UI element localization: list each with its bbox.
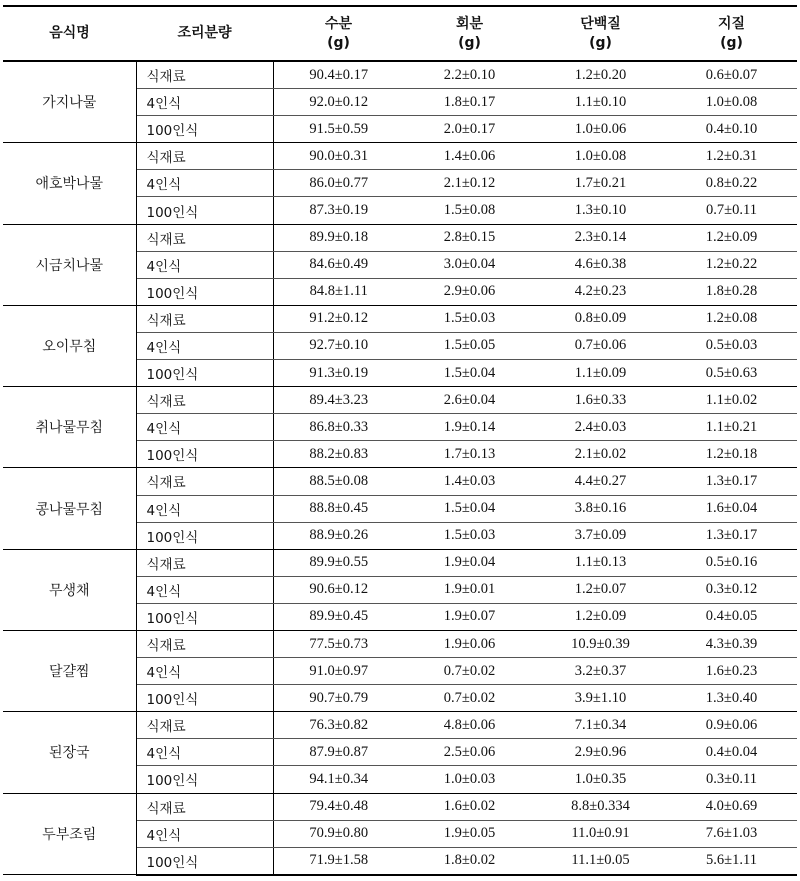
table-row <box>3 468 797 495</box>
protein-cell: 3.2±0.37 <box>535 658 666 685</box>
lipid-cell: 1.1±0.02 <box>666 387 797 414</box>
header-cooking-amount <box>136 6 273 61</box>
moisture-cell: 86.8±0.33 <box>273 414 404 441</box>
moisture-cell: 88.5±0.08 <box>273 468 404 495</box>
protein-cell: 3.8±0.16 <box>535 495 666 522</box>
ash-cell: 2.2±0.10 <box>404 61 535 89</box>
ash-cell: 1.0±0.03 <box>404 766 535 793</box>
ash-cell: 1.9±0.05 <box>404 820 535 847</box>
lipid-cell: 1.8±0.28 <box>666 278 797 305</box>
ash-cell: 2.5±0.06 <box>404 739 535 766</box>
moisture-cell: 92.0±0.12 <box>273 89 404 116</box>
moisture-cell: 90.7±0.79 <box>273 685 404 712</box>
lipid-cell: 1.2±0.08 <box>666 305 797 332</box>
ash-cell: 1.5±0.05 <box>404 332 535 359</box>
cooking-amount-cell: 4인식 <box>136 576 273 603</box>
header-label: 음식명 <box>49 25 90 41</box>
protein-cell: 2.9±0.96 <box>535 739 666 766</box>
cooking-amount-cell: 식재료 <box>136 712 273 739</box>
cooking-amount-cell: 식재료 <box>136 793 273 820</box>
lipid-cell: 0.3±0.11 <box>666 766 797 793</box>
table-body <box>3 61 797 875</box>
lipid-cell: 1.0±0.08 <box>666 89 797 116</box>
protein-cell: 3.9±1.10 <box>535 685 666 712</box>
header-row <box>3 6 797 61</box>
lipid-cell: 4.0±0.69 <box>666 793 797 820</box>
ash-cell: 1.6±0.02 <box>404 793 535 820</box>
moisture-cell: 89.9±0.18 <box>273 224 404 251</box>
cooking-amount-cell: 식재료 <box>136 549 273 576</box>
food-name-cell: 애호박나물 <box>3 143 136 224</box>
protein-cell: 2.1±0.02 <box>535 441 666 468</box>
lipid-cell: 0.5±0.16 <box>666 549 797 576</box>
moisture-cell: 94.1±0.34 <box>273 766 404 793</box>
lipid-cell: 4.3±0.39 <box>666 630 797 657</box>
food-name-cell: 콩나물무침 <box>3 468 136 549</box>
table-row <box>3 712 797 739</box>
header-lipid <box>666 6 797 61</box>
header-label: 지질 <box>717 15 746 32</box>
ash-cell: 2.8±0.15 <box>404 224 535 251</box>
ash-cell: 2.6±0.04 <box>404 387 535 414</box>
protein-cell: 11.0±0.91 <box>535 820 666 847</box>
lipid-cell: 1.3±0.40 <box>666 685 797 712</box>
protein-cell: 1.1±0.09 <box>535 360 666 387</box>
lipid-cell: 1.2±0.31 <box>666 143 797 170</box>
moisture-cell: 88.9±0.26 <box>273 522 404 549</box>
ash-cell: 1.5±0.03 <box>404 305 535 332</box>
ash-cell: 1.9±0.14 <box>404 414 535 441</box>
protein-cell: 1.0±0.35 <box>535 766 666 793</box>
table-row <box>3 793 797 820</box>
table-row <box>3 224 797 251</box>
ash-cell: 3.0±0.04 <box>404 251 535 278</box>
cooking-amount-cell: 100인식 <box>136 522 273 549</box>
lipid-cell: 0.5±0.63 <box>666 360 797 387</box>
food-name-cell: 오이무침 <box>3 305 136 386</box>
cooking-amount-cell: 100인식 <box>136 603 273 630</box>
moisture-cell: 88.8±0.45 <box>273 495 404 522</box>
ash-cell: 1.9±0.04 <box>404 549 535 576</box>
lipid-cell: 7.6±1.03 <box>666 820 797 847</box>
cooking-amount-cell: 100인식 <box>136 278 273 305</box>
cooking-amount-cell: 100인식 <box>136 685 273 712</box>
lipid-cell: 0.5±0.03 <box>666 332 797 359</box>
protein-cell: 1.2±0.07 <box>535 576 666 603</box>
ash-cell: 2.1±0.12 <box>404 170 535 197</box>
cooking-amount-cell: 100인식 <box>136 441 273 468</box>
lipid-cell: 0.4±0.04 <box>666 739 797 766</box>
lipid-cell: 1.2±0.18 <box>666 441 797 468</box>
table-row <box>3 387 797 414</box>
lipid-cell: 1.6±0.04 <box>666 495 797 522</box>
lipid-cell: 0.9±0.06 <box>666 712 797 739</box>
moisture-cell: 71.9±1.58 <box>273 847 404 875</box>
lipid-cell: 1.2±0.09 <box>666 224 797 251</box>
protein-cell: 2.3±0.14 <box>535 224 666 251</box>
cooking-amount-cell: 100인식 <box>136 766 273 793</box>
cooking-amount-cell: 100인식 <box>136 360 273 387</box>
header-food-name <box>3 6 136 61</box>
ash-cell: 1.7±0.13 <box>404 441 535 468</box>
moisture-cell: 77.5±0.73 <box>273 630 404 657</box>
cooking-amount-cell: 100인식 <box>136 197 273 224</box>
lipid-cell: 1.3±0.17 <box>666 522 797 549</box>
moisture-cell: 89.9±0.45 <box>273 603 404 630</box>
food-name-cell: 무생채 <box>3 549 136 630</box>
lipid-cell: 0.8±0.22 <box>666 170 797 197</box>
food-name-cell: 달걀찜 <box>3 630 136 711</box>
protein-cell: 3.7±0.09 <box>535 522 666 549</box>
protein-cell: 0.8±0.09 <box>535 305 666 332</box>
food-name-cell: 된장국 <box>3 712 136 793</box>
food-name-cell: 취나물무침 <box>3 387 136 468</box>
ash-cell: 4.8±0.06 <box>404 712 535 739</box>
ash-cell: 1.5±0.03 <box>404 522 535 549</box>
ash-cell: 0.7±0.02 <box>404 658 535 685</box>
food-name-cell: 가지나물 <box>3 61 136 143</box>
cooking-amount-cell: 4인식 <box>136 739 273 766</box>
protein-cell: 2.4±0.03 <box>535 414 666 441</box>
lipid-cell: 1.6±0.23 <box>666 658 797 685</box>
ash-cell: 1.5±0.04 <box>404 360 535 387</box>
ash-cell: 1.4±0.06 <box>404 143 535 170</box>
cooking-amount-cell: 4인식 <box>136 414 273 441</box>
header-label: 단백질 <box>580 15 621 32</box>
protein-cell: 1.2±0.20 <box>535 61 666 89</box>
ash-cell: 1.5±0.04 <box>404 495 535 522</box>
protein-cell: 4.4±0.27 <box>535 468 666 495</box>
cooking-amount-cell: 식재료 <box>136 387 273 414</box>
protein-cell: 0.7±0.06 <box>535 332 666 359</box>
header-label: 회분 <box>455 15 484 32</box>
cooking-amount-cell: 4인식 <box>136 820 273 847</box>
moisture-cell: 91.0±0.97 <box>273 658 404 685</box>
protein-cell: 1.6±0.33 <box>535 387 666 414</box>
header-unit: (g) <box>589 34 612 51</box>
lipid-cell: 1.1±0.21 <box>666 414 797 441</box>
table-row <box>3 143 797 170</box>
lipid-cell: 0.7±0.11 <box>666 197 797 224</box>
cooking-amount-cell: 4인식 <box>136 332 273 359</box>
cooking-amount-cell: 식재료 <box>136 143 273 170</box>
protein-cell: 1.1±0.10 <box>535 89 666 116</box>
header-ash <box>404 6 535 61</box>
header-moisture <box>273 6 404 61</box>
cooking-amount-cell: 식재료 <box>136 305 273 332</box>
header-unit: (g) <box>327 34 350 51</box>
protein-cell: 1.2±0.09 <box>535 603 666 630</box>
header-unit: (g) <box>458 34 481 51</box>
cooking-amount-cell: 식재료 <box>136 630 273 657</box>
moisture-cell: 91.3±0.19 <box>273 360 404 387</box>
moisture-cell: 84.6±0.49 <box>273 251 404 278</box>
cooking-amount-cell: 4인식 <box>136 251 273 278</box>
cooking-amount-cell: 100인식 <box>136 847 273 875</box>
moisture-cell: 79.4±0.48 <box>273 793 404 820</box>
cooking-amount-cell: 식재료 <box>136 468 273 495</box>
header-label: 조리분량 <box>177 25 232 41</box>
food-name-cell: 시금치나물 <box>3 224 136 305</box>
lipid-cell: 1.3±0.17 <box>666 468 797 495</box>
ash-cell: 2.0±0.17 <box>404 116 535 143</box>
lipid-cell: 0.4±0.10 <box>666 116 797 143</box>
ash-cell: 1.9±0.06 <box>404 630 535 657</box>
protein-cell: 4.2±0.23 <box>535 278 666 305</box>
protein-cell: 1.1±0.13 <box>535 549 666 576</box>
protein-cell: 1.3±0.10 <box>535 197 666 224</box>
moisture-cell: 90.6±0.12 <box>273 576 404 603</box>
protein-cell: 11.1±0.05 <box>535 847 666 875</box>
table-header <box>3 6 797 61</box>
header-label: 수분 <box>324 15 353 32</box>
ash-cell: 2.9±0.06 <box>404 278 535 305</box>
protein-cell: 4.6±0.38 <box>535 251 666 278</box>
protein-cell: 1.0±0.06 <box>535 116 666 143</box>
moisture-cell: 90.4±0.17 <box>273 61 404 89</box>
nutrition-table <box>3 5 797 876</box>
ash-cell: 0.7±0.02 <box>404 685 535 712</box>
moisture-cell: 70.9±0.80 <box>273 820 404 847</box>
moisture-cell: 91.2±0.12 <box>273 305 404 332</box>
protein-cell: 7.1±0.34 <box>535 712 666 739</box>
table-row <box>3 630 797 657</box>
moisture-cell: 87.9±0.87 <box>273 739 404 766</box>
protein-cell: 10.9±0.39 <box>535 630 666 657</box>
header-unit: (g) <box>720 34 743 51</box>
lipid-cell: 0.6±0.07 <box>666 61 797 89</box>
ash-cell: 1.8±0.02 <box>404 847 535 875</box>
protein-cell: 8.8±0.334 <box>535 793 666 820</box>
moisture-cell: 91.5±0.59 <box>273 116 404 143</box>
cooking-amount-cell: 4인식 <box>136 170 273 197</box>
moisture-cell: 87.3±0.19 <box>273 197 404 224</box>
lipid-cell: 0.3±0.12 <box>666 576 797 603</box>
protein-cell: 1.0±0.08 <box>535 143 666 170</box>
lipid-cell: 5.6±1.11 <box>666 847 797 875</box>
table-row <box>3 305 797 332</box>
protein-cell: 1.7±0.21 <box>535 170 666 197</box>
moisture-cell: 90.0±0.31 <box>273 143 404 170</box>
food-name-cell: 두부조림 <box>3 793 136 875</box>
cooking-amount-cell: 100인식 <box>136 116 273 143</box>
moisture-cell: 76.3±0.82 <box>273 712 404 739</box>
ash-cell: 1.9±0.01 <box>404 576 535 603</box>
moisture-cell: 84.8±1.11 <box>273 278 404 305</box>
cooking-amount-cell: 식재료 <box>136 224 273 251</box>
moisture-cell: 89.4±3.23 <box>273 387 404 414</box>
moisture-cell: 88.2±0.83 <box>273 441 404 468</box>
table-row <box>3 549 797 576</box>
cooking-amount-cell: 4인식 <box>136 89 273 116</box>
lipid-cell: 1.2±0.22 <box>666 251 797 278</box>
lipid-cell: 0.4±0.05 <box>666 603 797 630</box>
ash-cell: 1.8±0.17 <box>404 89 535 116</box>
cooking-amount-cell: 식재료 <box>136 61 273 89</box>
cooking-amount-cell: 4인식 <box>136 658 273 685</box>
ash-cell: 1.9±0.07 <box>404 603 535 630</box>
moisture-cell: 86.0±0.77 <box>273 170 404 197</box>
table-row <box>3 61 797 89</box>
cooking-amount-cell: 4인식 <box>136 495 273 522</box>
header-protein <box>535 6 666 61</box>
ash-cell: 1.5±0.08 <box>404 197 535 224</box>
moisture-cell: 89.9±0.55 <box>273 549 404 576</box>
ash-cell: 1.4±0.03 <box>404 468 535 495</box>
moisture-cell: 92.7±0.10 <box>273 332 404 359</box>
